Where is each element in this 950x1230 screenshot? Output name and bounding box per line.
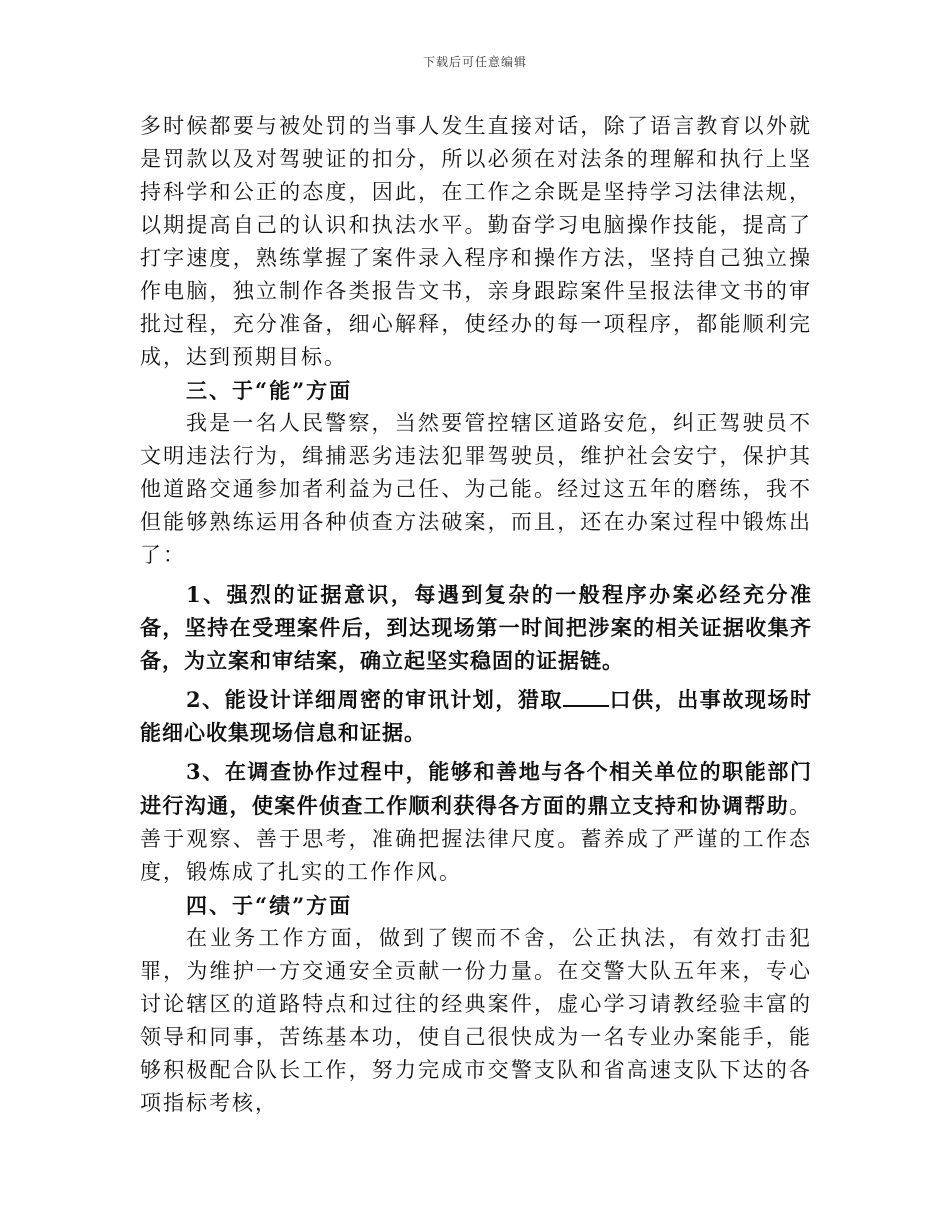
list-item-2-text-after: 口供，出事故现场时能细心收集现场信息和证据。 bbox=[140, 687, 812, 745]
list-item-3 bbox=[140, 755, 812, 889]
paragraph-achievement: 在业务工作方面，做到了锲而不舍，公正执法，有效打击犯罪，为维护一方交通安全贡献一份力量。在交警大队五年来，专心讨论辖区的道路特点和过往的经典案件，虚心学习请教经验丰富的领导和同事，苦练基本功，使自己很快成为一名专业办案能手，能够积极配合队长工作，努力完成市交警支队和省高速支队下达的各项指标考核， bbox=[140, 926, 812, 1115]
paragraph-ability: 我是一名人民警察，当然要管控辖区道路安危，纠正驾驶员不文明违法行为，缉捕恶劣违法犯罪驾驶员，维护社会安宁，保护其他道路交通参加者利益为己任、为己能。经过这五年的磨练，我不但能够熟练运用各种侦查方法破案，而且，还在办案过程中锻炼出了： bbox=[140, 411, 812, 567]
page-header: 下载后可任意编辑 bbox=[422, 55, 527, 69]
list-item-2 bbox=[140, 683, 812, 749]
list-item-3-bold-text: 3、在调查协作过程中，能够和善地与各个相关单位的职能部门进行沟通，使案件侦查工作顺利获得各方面的鼎立支持和协调帮助 bbox=[140, 759, 812, 818]
document-body bbox=[140, 110, 812, 1120]
section-heading-4: 四、于“绩”方面 bbox=[186, 893, 353, 918]
list-item-1: 1、强烈的证据意识，每遇到复杂的一般程序办案必经充分准备，坚持在受理案件后，到达现场第一时间把涉案的相关证据收集齐备，为立案和审结案，确立起坚实稳固的证据链。 bbox=[140, 582, 812, 673]
blank-underline bbox=[563, 687, 609, 707]
paragraph-continued: 多时候都要与被处罚的当事人发生直接对话，除了语言教育以外就是罚款以及对驾驶证的扣分，所以必须在对法条的理解和执行上坚持科学和公正的态度，因此，在工作之余既是坚持学习法律法规，以期提高自己的认识和执法水平。勤奋学习电脑操作技能，提高了打字速度，熟练掌握了案件录入程序和操作方法，坚持自己独立操作电脑，独立制作各类报告文书，亲身跟踪案件呈报法律文书的审批过程，充分准备，细心解释，使经办的每一项程序，都能顺利完成，达到预期目标。 bbox=[140, 114, 812, 369]
section-heading-3: 三、于“能”方面 bbox=[186, 378, 353, 403]
list-item-2-text-before: 2、能设计详细周密的审讯计划，猎取 bbox=[186, 687, 564, 712]
list-item-3-normal-text: 。善于观察、善于思考，准确把握法律尺度。蓄养成了严谨的工作态度，锻炼成了扎实的工作作风。 bbox=[140, 794, 812, 884]
